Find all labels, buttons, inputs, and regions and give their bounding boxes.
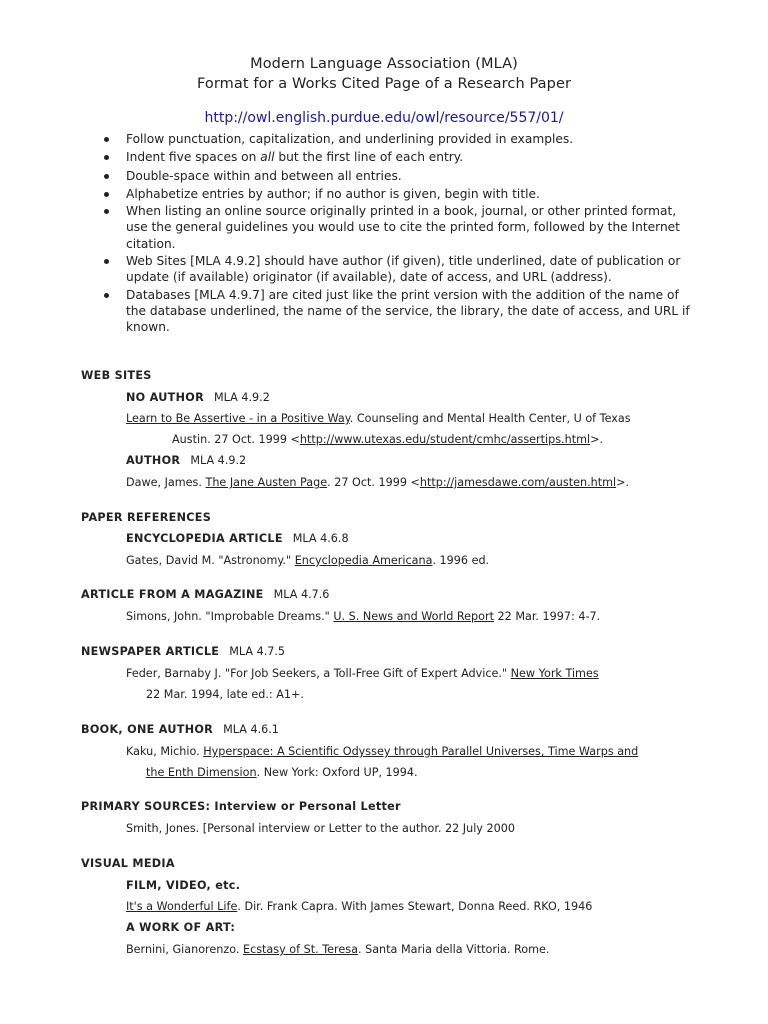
section-heading-paper-references: PAPER REFERENCES bbox=[81, 511, 212, 524]
citation-continuation: the Enth Dimension. New York: Oxford UP, 1994. bbox=[146, 766, 418, 779]
page-title: Modern Language Association (MLA) bbox=[250, 56, 518, 72]
subheading-film-video: FILM, VIDEO, etc. bbox=[126, 879, 241, 892]
citation-entry: Simons, John. "Improbable Dreams." U. S. News and World Report 22 Mar. 1997: 4-7. bbox=[126, 610, 601, 623]
citation-link[interactable]: http://www.utexas.edu/student/cmhc/assertips.html bbox=[299, 433, 591, 446]
citation-continuation: Austin. 27 Oct. 1999 <http://www.utexas.edu/student/cmhc/assertips.html>. bbox=[172, 433, 604, 446]
section-heading-visual-media: VISUAL MEDIA bbox=[81, 857, 175, 870]
page-subtitle: Format for a Works Cited Page of a Research Paper bbox=[196, 76, 572, 92]
list-item: Follow punctuation, capitalization, and underlining provided in examples. bbox=[100, 131, 700, 147]
guidelines-list bbox=[100, 131, 700, 338]
subheading-work-of-art: A WORK OF ART: bbox=[126, 921, 236, 934]
citation-entry: Kaku, Michio. Hyperspace: A Scientific Odyssey through Parallel Universes, Time Warps and bbox=[126, 745, 639, 758]
section-heading-book: BOOK, ONE AUTHOR MLA 4.6.1 bbox=[81, 723, 279, 736]
source-url[interactable]: http://owl.english.purdue.edu/owl/resource/557/01/ bbox=[204, 110, 564, 126]
citation-entry: It's a Wonderful Life. Dir. Frank Capra. With James Stewart, Donna Reed. RKO, 1946 bbox=[126, 900, 593, 913]
list-item: Databases [MLA 4.9.7] are cited just like the print version with the addition of the name of the database underlined, the name of the service, the library, the date of access, and URL if known. bbox=[100, 287, 700, 336]
list-item: Web Sites [MLA 4.9.2] should have author (if given), title underlined, date of publication or update (if available) originator (if available), date of access, and URL (address). bbox=[100, 253, 700, 286]
list-item: When listing an online source originally printed in a book, journal, or other printed format, use the general guidelines you would use to cite the printed form, followed by the Internet citation. bbox=[100, 203, 700, 252]
subheading-author: AUTHOR MLA 4.9.2 bbox=[126, 454, 247, 467]
section-heading-newspaper-article: NEWSPAPER ARTICLE MLA 4.7.5 bbox=[81, 645, 286, 658]
citation-entry: Smith, Jones. [Personal interview or Letter to the author. 22 July 2000 bbox=[126, 822, 515, 835]
section-heading-web-sites: WEB SITES bbox=[81, 369, 152, 382]
citation-entry: Gates, David M. "Astronomy." Encyclopedia Americana. 1996 ed. bbox=[126, 554, 490, 567]
citation-link[interactable]: http://jamesdawe.com/austen.html bbox=[419, 476, 617, 489]
citation-entry: Bernini, Gianorenzo. Ecstasy of St. Teresa. Santa Maria della Vittoria. Rome. bbox=[126, 943, 550, 956]
section-heading-primary-sources: PRIMARY SOURCES: Interview or Personal Letter bbox=[81, 800, 401, 813]
subheading-encyclopedia-article: ENCYCLOPEDIA ARTICLE MLA 4.6.8 bbox=[126, 532, 349, 545]
list-item: Indent five spaces on all but the first line of each entry. bbox=[100, 149, 700, 165]
list-item: Double-space within and between all entries. bbox=[100, 168, 700, 184]
subheading-no-author: NO AUTHOR MLA 4.9.2 bbox=[126, 391, 270, 404]
section-heading-magazine-article: ARTICLE FROM A MAGAZINE MLA 4.7.6 bbox=[81, 588, 330, 601]
citation-continuation: 22 Mar. 1994, late ed.: A1+. bbox=[146, 688, 304, 701]
list-item: Alphabetize entries by author; if no author is given, begin with title. bbox=[100, 186, 700, 202]
citation-entry: Learn to Be Assertive - in a Positive Way. Counseling and Mental Health Center, U of Texas bbox=[126, 412, 631, 425]
citation-entry: Dawe, James. The Jane Austen Page. 27 Oct. 1999 <http://jamesdawe.com/austen.html>. bbox=[126, 476, 630, 489]
citation-entry: Feder, Barnaby J. "For Job Seekers, a Toll-Free Gift of Expert Advice." New York Times bbox=[126, 667, 599, 680]
